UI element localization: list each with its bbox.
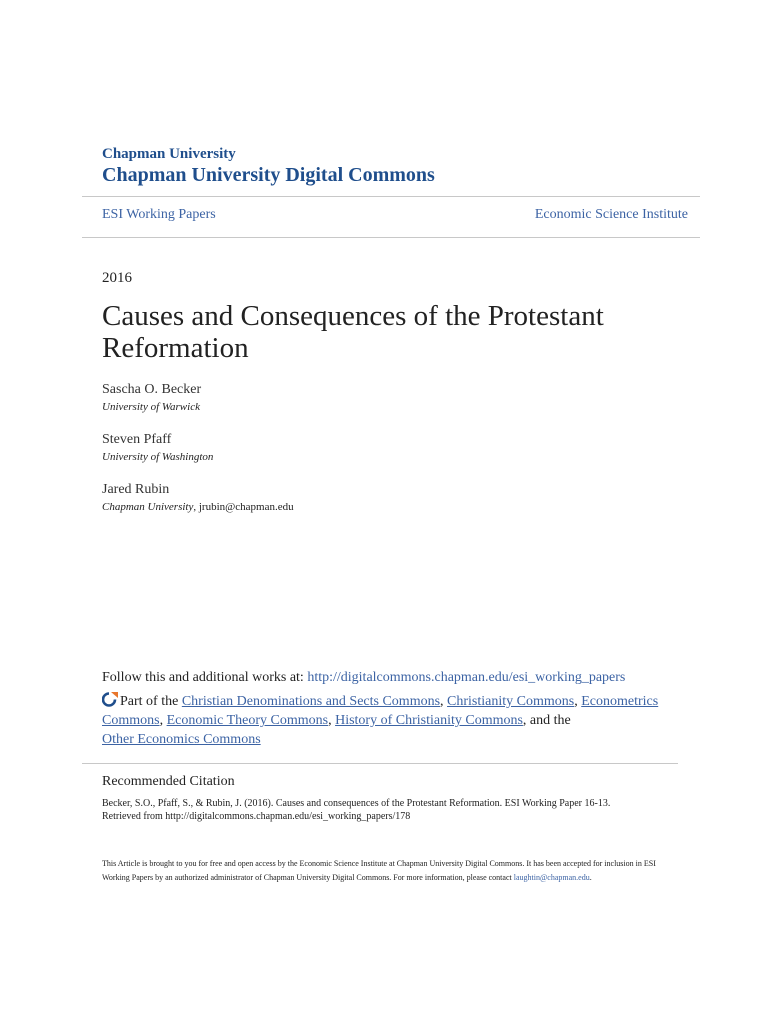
author-name: Steven Pfaff (102, 432, 172, 447)
citation-heading: Recommended Citation (102, 774, 235, 789)
divider-top (82, 196, 700, 197)
and-the-text: , and the (522, 713, 571, 728)
author-block (102, 381, 201, 414)
author-block (102, 431, 213, 464)
access-notice-end: . (589, 873, 592, 882)
access-notice-text: This Article is brought to you for free and open access by the Economic Science Institute at Chapman University Digital Commons. It has been accepted for inclusion in ESI Working Papers by an authorized administrator of Chapman University Digital Commons. For more information, please contact (102, 859, 656, 882)
author-email[interactable]: , jrubin@chapman.edu (193, 501, 294, 513)
follow-line (102, 670, 625, 686)
institution-name[interactable]: Chapman University (102, 146, 236, 162)
commons-link-christianity[interactable]: Christianity Commons (447, 694, 575, 709)
author-name: Sascha O. Becker (102, 382, 202, 397)
contact-email-link[interactable]: laughtin@chapman.edu (513, 873, 590, 882)
publication-year: 2016 (102, 270, 132, 286)
link-separator: , (328, 713, 336, 728)
link-separator: , (440, 694, 448, 709)
commons-link-other-economics[interactable]: Other Economics Commons (102, 732, 261, 747)
follow-label: Follow this and additional works at: (102, 670, 308, 685)
citation-text (102, 797, 662, 823)
part-of-label: Part of the (120, 694, 182, 709)
divider-bottom (82, 237, 700, 238)
author-affiliation: University of Warwick (102, 401, 200, 413)
paper-title: Causes and Consequences of the Protestant Reformation (102, 300, 604, 364)
link-separator: , (159, 713, 167, 728)
series-url-link[interactable]: http://digitalcommons.chapman.edu/esi_working_papers (307, 670, 626, 685)
commons-link-econometrics[interactable]: Econometrics Commons (102, 694, 659, 728)
author-affiliation: Chapman University, jrubin@chapman.edu (102, 501, 294, 513)
link-separator: , (574, 694, 582, 709)
commons-link-history-of-christianity[interactable]: History of Christianity Commons (335, 713, 523, 728)
digital-commons-network-icon (102, 692, 119, 707)
institution-header (102, 146, 435, 187)
series-link[interactable]: ESI Working Papers (102, 207, 216, 222)
citation-line: Retrieved from http://digitalcommons.chapman.edu/esi_working_papers/178 (102, 811, 411, 822)
citation-line: Becker, S.O., Pfaff, S., & Rubin, J. (2016). Causes and consequences of the Protestant Reformation. ESI Working Paper 16-13. (102, 798, 611, 809)
part-of-commons (102, 692, 682, 749)
author-affiliation: University of Washington (102, 451, 214, 463)
author-name: Jared Rubin (102, 482, 170, 497)
department-link[interactable]: Economic Science Institute (534, 207, 688, 222)
author-block (102, 481, 294, 514)
commons-link-christian-denominations[interactable]: Christian Denominations and Sects Commons (181, 694, 441, 709)
repository-name[interactable]: Chapman University Digital Commons (102, 164, 435, 186)
access-notice (102, 857, 672, 885)
commons-link-economic-theory[interactable]: Economic Theory Commons (166, 713, 329, 728)
divider-citation (82, 763, 678, 764)
